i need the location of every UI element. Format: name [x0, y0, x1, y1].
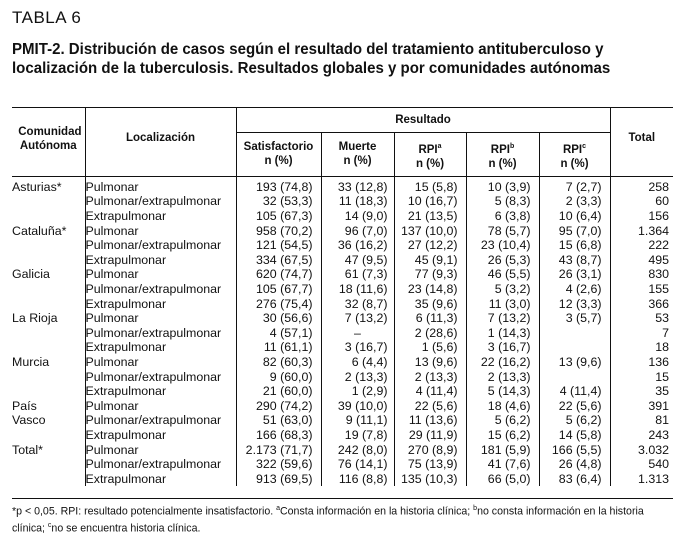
total-cell: 136	[610, 355, 673, 370]
value-cell: 7 (13,2)	[466, 311, 539, 326]
comunidad-cell	[12, 428, 85, 443]
localizacion-cell: Pulmonar	[85, 176, 236, 194]
comunidad-cell: Vasco	[12, 413, 46, 428]
comunidad-cell	[12, 370, 85, 385]
localizacion-cell: Pulmonar/extrapulmonar	[85, 370, 236, 385]
value-cell: 9 (11,1)	[321, 413, 394, 428]
total-cell: 222	[610, 238, 673, 253]
value-cell: 29 (11,9)	[394, 428, 466, 443]
value-cell: 76 (14,1)	[321, 457, 394, 472]
table-row	[12, 443, 673, 458]
localizacion-cell: Extrapulmonar	[85, 209, 236, 224]
value-cell: 5 (14,3)	[466, 384, 539, 399]
value-cell: 46 (5,5)	[466, 267, 539, 282]
table-row	[12, 176, 673, 194]
value-cell: 166 (5,5)	[539, 443, 610, 458]
table-row	[12, 370, 673, 385]
value-cell: 1 (14,3)	[466, 326, 539, 341]
comunidad-cell: La Rioja	[12, 311, 58, 326]
total-cell: 60	[610, 194, 673, 209]
table-row	[12, 253, 673, 268]
localizacion-cell: Pulmonar/extrapulmonar	[85, 194, 236, 209]
table-row	[12, 472, 673, 487]
total-cell: 81	[610, 413, 673, 428]
value-cell: 116 (8,8)	[321, 472, 394, 487]
value-cell	[539, 370, 610, 385]
value-cell	[539, 340, 610, 355]
total-cell: 366	[610, 297, 673, 312]
value-cell: 26 (5,3)	[466, 253, 539, 268]
value-cell: 5 (8,3)	[466, 194, 539, 209]
localizacion-cell: Pulmonar	[85, 355, 236, 370]
value-cell: 10 (3,9)	[466, 176, 539, 194]
value-cell: 26 (3,1)	[539, 267, 610, 282]
table-row	[12, 224, 673, 239]
table-row	[12, 340, 673, 355]
comunidad-cell	[12, 194, 85, 209]
value-cell: 22 (5,6)	[539, 399, 610, 414]
value-cell: 18 (4,6)	[466, 399, 539, 414]
table-bottom-rule	[12, 498, 673, 499]
value-cell: 7 (2,7)	[539, 176, 610, 194]
table-row	[12, 326, 673, 341]
total-cell: 35	[610, 384, 673, 399]
value-cell: 21 (13,5)	[394, 209, 466, 224]
total-cell: 540	[610, 457, 673, 472]
comunidad-cell	[12, 282, 85, 297]
localizacion-cell: Pulmonar/extrapulmonar	[85, 282, 236, 297]
comunidad-cell: Total*	[12, 442, 43, 457]
header-rpi-c: RPI$^c$ n (%)	[539, 133, 610, 177]
localizacion-cell: Pulmonar	[85, 224, 236, 239]
comunidad-cell	[12, 238, 85, 253]
value-cell: 4 (11,4)	[539, 384, 610, 399]
value-cell: –	[321, 326, 394, 341]
table-body	[12, 176, 673, 486]
value-cell: 958 (70,2)	[236, 224, 321, 239]
value-cell: 13 (9,6)	[394, 355, 466, 370]
localizacion-cell: Extrapulmonar	[85, 428, 236, 443]
value-cell: 2 (13,3)	[466, 370, 539, 385]
value-cell: 166 (68,3)	[236, 428, 321, 443]
value-cell: 5 (6,2)	[539, 413, 610, 428]
header-rpi-b: RPI$^b$ n (%)	[466, 133, 539, 177]
value-cell: 5 (3,2)	[466, 282, 539, 297]
table-row	[12, 282, 673, 297]
value-cell: 334 (67,5)	[236, 253, 321, 268]
header-satisfactorio: Satisfactorio n (%)	[236, 133, 321, 177]
value-cell: 95 (7,0)	[539, 224, 610, 239]
value-cell: 137 (10,0)	[394, 224, 466, 239]
value-cell: 4 (2,6)	[539, 282, 610, 297]
total-cell: 3.032	[610, 443, 673, 458]
localizacion-cell: Pulmonar	[85, 443, 236, 458]
value-cell: 11 (13,6)	[394, 413, 466, 428]
value-cell: 2 (13,3)	[394, 370, 466, 385]
value-cell: 3 (5,7)	[539, 311, 610, 326]
localizacion-cell: Pulmonar	[85, 267, 236, 282]
value-cell: 22 (16,2)	[466, 355, 539, 370]
value-cell: 4 (11,4)	[394, 384, 466, 399]
value-cell: 19 (7,8)	[321, 428, 394, 443]
header-total: Total	[610, 108, 673, 177]
value-cell: 322 (59,6)	[236, 457, 321, 472]
table-title: PMIT-2. Distribución de casos según el resultado del tratamiento antituberculoso y localización de la tuberculosis. Resultados globales y por comunidades autónomas	[12, 41, 611, 77]
value-cell: 36 (16,2)	[321, 238, 394, 253]
table-row	[12, 457, 673, 472]
table-row	[12, 384, 673, 399]
value-cell: 5 (6,2)	[466, 413, 539, 428]
value-cell: 14 (9,0)	[321, 209, 394, 224]
value-cell: 135 (10,3)	[394, 472, 466, 487]
value-cell: 4 (57,1)	[236, 326, 321, 341]
value-cell: 18 (11,6)	[321, 282, 394, 297]
table-row	[12, 297, 673, 312]
comunidad-cell	[12, 326, 85, 341]
value-cell: 105 (67,7)	[236, 282, 321, 297]
value-cell: 6 (11,3)	[394, 311, 466, 326]
localizacion-cell: Extrapulmonar	[85, 384, 236, 399]
total-cell: 258	[610, 176, 673, 194]
value-cell: 2 (3,3)	[539, 194, 610, 209]
comunidad-cell: Cataluña*	[12, 223, 67, 238]
value-cell: 96 (7,0)	[321, 224, 394, 239]
value-cell: 32 (8,7)	[321, 297, 394, 312]
value-cell: 30 (56,6)	[236, 311, 321, 326]
table-row	[12, 399, 673, 414]
total-cell: 1.364	[610, 224, 673, 239]
value-cell: 10 (6,4)	[539, 209, 610, 224]
results-table	[12, 107, 673, 486]
table-row	[12, 194, 673, 209]
value-cell: 39 (10,0)	[321, 399, 394, 414]
comunidad-cell	[12, 209, 85, 224]
value-cell: 41 (7,6)	[466, 457, 539, 472]
value-cell: 11 (3,0)	[466, 297, 539, 312]
value-cell: 23 (10,4)	[466, 238, 539, 253]
table-row	[12, 311, 673, 326]
localizacion-cell: Pulmonar	[85, 311, 236, 326]
value-cell: 15 (6,8)	[539, 238, 610, 253]
localizacion-cell: Extrapulmonar	[85, 297, 236, 312]
comunidad-cell	[12, 457, 85, 472]
value-cell: 22 (5,6)	[394, 399, 466, 414]
value-cell: 47 (9,5)	[321, 253, 394, 268]
total-cell: 156	[610, 209, 673, 224]
header-muerte: Muerte n (%)	[321, 133, 394, 177]
value-cell: 6 (4,4)	[321, 355, 394, 370]
value-cell: 290 (74,2)	[236, 399, 321, 414]
comunidad-cell: Galicia	[12, 267, 50, 282]
value-cell: 7 (13,2)	[321, 311, 394, 326]
value-cell: 23 (14,8)	[394, 282, 466, 297]
value-cell: 276 (75,4)	[236, 297, 321, 312]
table-row	[12, 413, 673, 428]
localizacion-cell: Pulmonar/extrapulmonar	[85, 413, 236, 428]
value-cell: 105 (67,3)	[236, 209, 321, 224]
value-cell: 2.173 (71,7)	[236, 443, 321, 458]
total-cell: 830	[610, 267, 673, 282]
value-cell: 33 (12,8)	[321, 176, 394, 194]
table-row	[12, 238, 673, 253]
value-cell: 11 (18,3)	[321, 194, 394, 209]
value-cell: 14 (5,8)	[539, 428, 610, 443]
comunidad-cell	[12, 297, 85, 312]
table-row	[12, 267, 673, 282]
localizacion-cell: Extrapulmonar	[85, 253, 236, 268]
value-cell: 35 (9,6)	[394, 297, 466, 312]
value-cell: 242 (8,0)	[321, 443, 394, 458]
value-cell: 15 (5,8)	[394, 176, 466, 194]
value-cell: 181 (5,9)	[466, 443, 539, 458]
total-cell: 18	[610, 340, 673, 355]
localizacion-cell: Pulmonar	[85, 399, 236, 414]
value-cell: 75 (13,9)	[394, 457, 466, 472]
value-cell: 193 (74,8)	[236, 176, 321, 194]
value-cell: 11 (61,1)	[236, 340, 321, 355]
comunidad-cell: Asturias*	[12, 179, 62, 194]
header-localizacion: Localización	[85, 108, 236, 177]
header-rpi-a: RPI$^a$ n (%)	[394, 133, 466, 177]
value-cell: 78 (5,7)	[466, 224, 539, 239]
total-cell: 1.313	[610, 472, 673, 487]
localizacion-cell: Extrapulmonar	[85, 340, 236, 355]
comunidad-cell: Murcia	[12, 354, 50, 369]
comunidad-cell: País	[12, 398, 37, 413]
value-cell: 3 (16,7)	[466, 340, 539, 355]
value-cell: 82 (60,3)	[236, 355, 321, 370]
value-cell: 3 (16,7)	[321, 340, 394, 355]
value-cell: 1 (5,6)	[394, 340, 466, 355]
total-cell: 15	[610, 370, 673, 385]
value-cell: 66 (5,0)	[466, 472, 539, 487]
value-cell: 2 (13,3)	[321, 370, 394, 385]
localizacion-cell: Pulmonar/extrapulmonar	[85, 238, 236, 253]
comunidad-cell	[12, 253, 85, 268]
value-cell: 270 (8,9)	[394, 443, 466, 458]
value-cell: 27 (12,2)	[394, 238, 466, 253]
value-cell: 15 (6,2)	[466, 428, 539, 443]
total-cell: 53	[610, 311, 673, 326]
value-cell: 83 (6,4)	[539, 472, 610, 487]
total-cell: 495	[610, 253, 673, 268]
value-cell	[539, 326, 610, 341]
value-cell: 13 (9,6)	[539, 355, 610, 370]
value-cell: 32 (53,3)	[236, 194, 321, 209]
value-cell: 61 (7,3)	[321, 267, 394, 282]
comunidad-cell	[12, 340, 85, 355]
value-cell: 6 (3,8)	[466, 209, 539, 224]
value-cell: 2 (28,6)	[394, 326, 466, 341]
total-cell: 155	[610, 282, 673, 297]
value-cell: 1 (2,9)	[321, 384, 394, 399]
value-cell: 913 (69,5)	[236, 472, 321, 487]
value-cell: 9 (60,0)	[236, 370, 321, 385]
value-cell: 10 (16,7)	[394, 194, 466, 209]
value-cell: 121 (54,5)	[236, 238, 321, 253]
value-cell: 26 (4,8)	[539, 457, 610, 472]
footnote: *p < 0,05. RPI: resultado potencialmente insatisfactorio. $^a$Consta información en la historia clínica; $^b$no consta información en la historia clínica; $^c$no se encuentra historia clínica.	[12, 505, 644, 535]
table-row	[12, 355, 673, 370]
header-resultado: Resultado	[236, 108, 610, 133]
table-row	[12, 209, 673, 224]
localizacion-cell: Pulmonar/extrapulmonar	[85, 326, 236, 341]
value-cell: 43 (8,7)	[539, 253, 610, 268]
value-cell: 77 (9,3)	[394, 267, 466, 282]
value-cell: 620 (74,7)	[236, 267, 321, 282]
localizacion-cell: Pulmonar/extrapulmonar	[85, 457, 236, 472]
value-cell: 12 (3,3)	[539, 297, 610, 312]
total-cell: 391	[610, 399, 673, 414]
value-cell: 51 (63,0)	[236, 413, 321, 428]
total-cell: 7	[610, 326, 673, 341]
comunidad-cell	[12, 472, 85, 487]
value-cell: 45 (9,1)	[394, 253, 466, 268]
total-cell: 243	[610, 428, 673, 443]
table-label: TABLA 6	[12, 8, 82, 27]
value-cell: 21 (60,0)	[236, 384, 321, 399]
comunidad-cell	[12, 384, 85, 399]
header-comunidad: Comunidad Autónoma	[12, 108, 85, 177]
localizacion-cell: Extrapulmonar	[85, 472, 236, 487]
table-row	[12, 428, 673, 443]
